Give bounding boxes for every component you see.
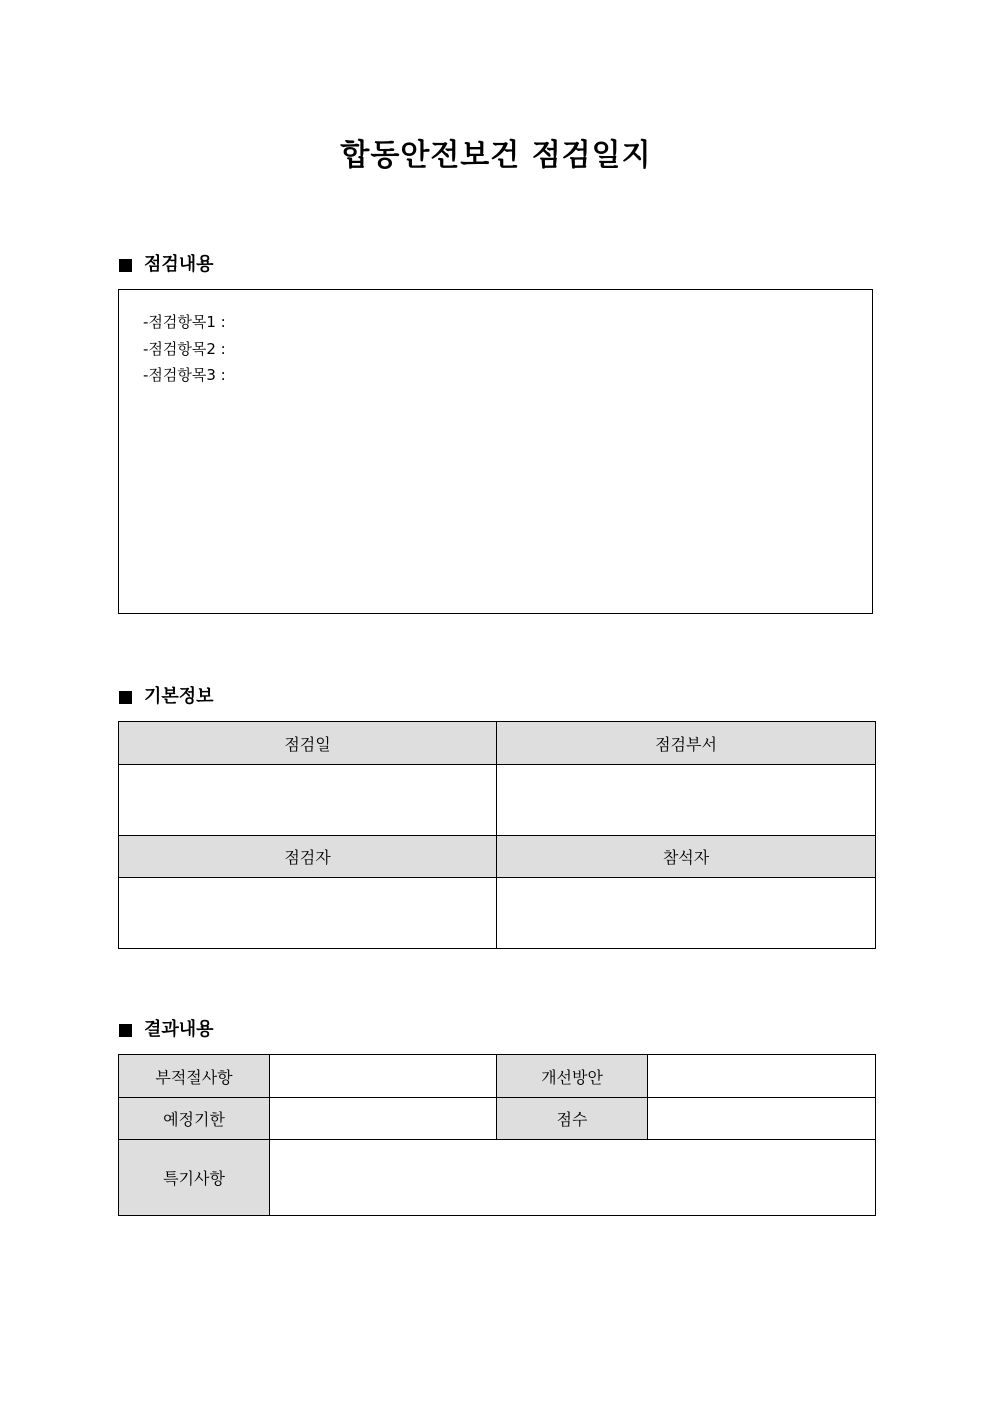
score-field[interactable]: [648, 1098, 876, 1140]
result-table: [118, 1054, 876, 1216]
improvement-plan-label: 개선방안: [497, 1055, 648, 1098]
inspection-item-2: -점검항목2 :: [143, 339, 226, 358]
square-bullet-icon: [119, 1024, 132, 1037]
square-bullet-icon: [119, 259, 132, 272]
inspector-field[interactable]: [119, 878, 497, 949]
inspection-department-field[interactable]: [497, 765, 876, 836]
inspector-label: 점검자: [119, 836, 497, 878]
improvement-plan-field[interactable]: [648, 1055, 876, 1098]
nonconformity-label: 부적절사항: [119, 1055, 270, 1098]
nonconformity-field[interactable]: [270, 1055, 497, 1098]
inspection-date-label: 점검일: [119, 722, 497, 765]
inspection-date-field[interactable]: [119, 765, 497, 836]
section-heading-inspection-content: [119, 253, 214, 277]
basic-info-table: [118, 721, 876, 949]
section-heading-label: 기본정보: [144, 686, 214, 707]
inspection-item-1: -점검항목1 :: [143, 313, 226, 331]
remarks-field[interactable]: [270, 1140, 876, 1216]
attendee-label: 참석자: [497, 836, 876, 878]
document-title: 합동안전보건 점검일지: [340, 138, 652, 173]
section-heading-label: 결과내용: [144, 1019, 214, 1040]
inspection-item-3: -점검항목3 :: [143, 366, 226, 384]
remarks-label: 특기사항: [119, 1140, 270, 1216]
section-heading-label: 점검내용: [144, 254, 214, 275]
attendee-field[interactable]: [497, 878, 876, 949]
due-date-label: 예정기한: [119, 1098, 270, 1140]
section-heading-result: [119, 1018, 214, 1042]
inspection-department-label: 점검부서: [497, 722, 876, 765]
inspection-content-box[interactable]: [118, 289, 873, 614]
score-label: 점수: [497, 1098, 648, 1140]
section-heading-basic-info: [119, 685, 214, 709]
due-date-field[interactable]: [270, 1098, 497, 1140]
square-bullet-icon: [119, 691, 132, 704]
